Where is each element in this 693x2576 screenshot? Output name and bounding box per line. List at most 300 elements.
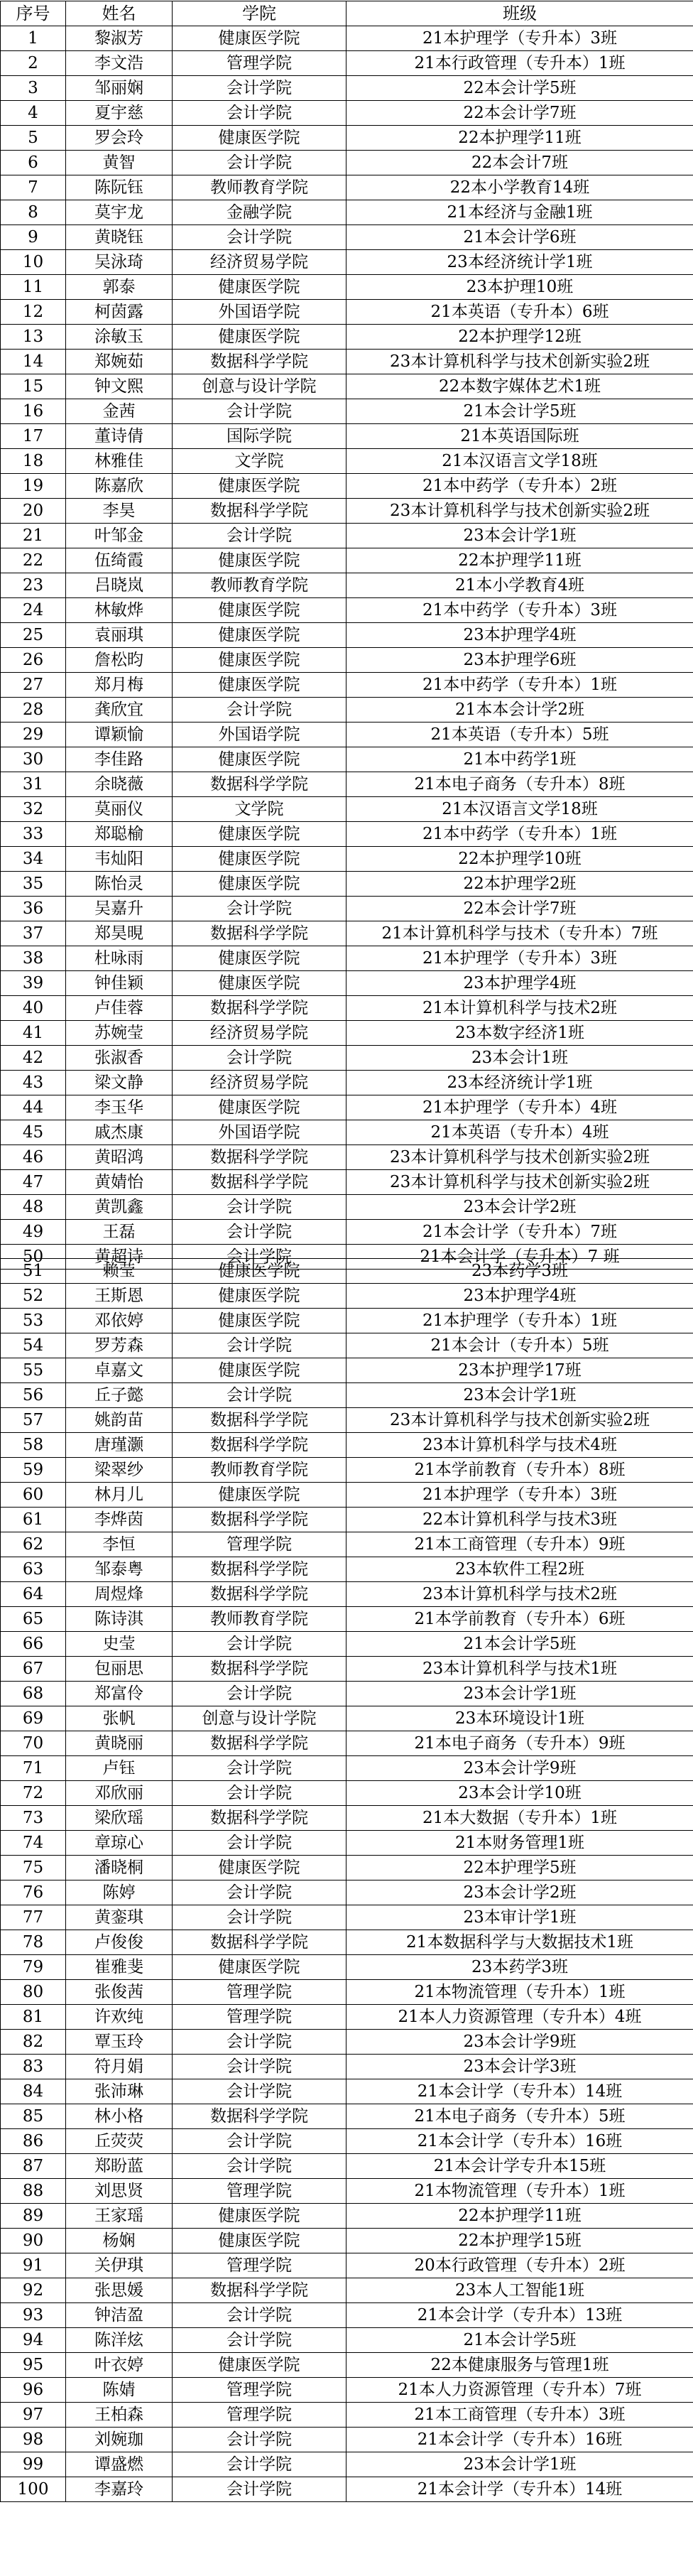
cell-name: 袁丽琪 [66,623,173,648]
cell-class: 21本汉语言文学18班 [346,449,693,474]
cell-college: 国际学院 [173,424,346,449]
cell-college: 会计学院 [173,1383,346,1408]
cell-class: 22本小学教育14班 [346,175,693,200]
cell-college: 管理学院 [173,2253,346,2278]
table-row [1,1483,693,1508]
cell-class: 21本大数据（专升本）1班 [346,1806,693,1831]
table-row [1,1880,693,1905]
cell-college: 会计学院 [173,76,346,101]
cell-class: 21本中药学（专升本）1班 [346,673,693,698]
cell-no: 75 [1,1856,66,1880]
cell-college: 文学院 [173,797,346,822]
table-row [1,1021,693,1046]
cell-college: 管理学院 [173,51,346,76]
cell-class: 21本会计学（专升本）14班 [346,2477,693,2502]
cell-name: 董诗倩 [66,424,173,449]
table-row [1,971,693,996]
cell-no: 17 [1,424,66,449]
table-row [1,1756,693,1781]
cell-class: 21本会计学（专升本）13班 [346,2303,693,2328]
cell-class: 23本护理学17班 [346,1358,693,1383]
table-row [1,76,693,101]
cell-name: 谭盛燃 [66,2452,173,2477]
cell-class: 23本会计学2班 [346,1195,693,1220]
cell-no: 47 [1,1170,66,1195]
cell-college: 会计学院 [173,1046,346,1071]
table-row [1,946,693,971]
cell-college: 健康医学院 [173,673,346,698]
cell-no: 33 [1,822,66,847]
cell-no: 63 [1,1557,66,1582]
table-row [1,2229,693,2253]
cell-name: 叶邹金 [66,524,173,548]
table-row [1,200,693,225]
cell-class: 21本护理学（专升本）3班 [346,1483,693,1508]
cell-class: 21本会计学（专升本）7班 [346,1220,693,1245]
cell-college: 健康医学院 [173,847,346,872]
cell-college: 管理学院 [173,2179,346,2204]
cell-no: 58 [1,1433,66,1458]
cell-name: 林敏烨 [66,598,173,623]
cell-class: 23本计算机科学与技术创新实验2班 [346,1145,693,1170]
cell-college: 创意与设计学院 [173,1706,346,1731]
table-row [1,673,693,698]
cell-no: 81 [1,2005,66,2030]
cell-college: 管理学院 [173,2378,346,2403]
cell-college: 教师教育学院 [173,1607,346,1632]
cell-class: 21本物流管理（专升本）1班 [346,2179,693,2204]
cell-no: 65 [1,1607,66,1632]
cell-name: 杨娴 [66,2229,173,2253]
cell-class: 22本计算机科学与技术3班 [346,1508,693,1532]
cell-class: 22本护理学11班 [346,126,693,151]
student-table-page-2 [0,1258,693,2502]
cell-name: 姚韵苗 [66,1408,173,1433]
table-row [1,1632,693,1657]
cell-class: 23本会计学3班 [346,2055,693,2079]
cell-name: 郑昊晛 [66,921,173,946]
cell-class: 23本会计学1班 [346,2452,693,2477]
cell-name: 莫丽仪 [66,797,173,822]
cell-no: 80 [1,1980,66,2005]
cell-no: 69 [1,1706,66,1731]
cell-class: 23本软件工程2班 [346,1557,693,1582]
cell-name: 金茜 [66,399,173,424]
table-row [1,1259,693,1284]
table-row [1,2079,693,2104]
cell-no: 5 [1,126,66,151]
cell-college: 会计学院 [173,1905,346,1930]
cell-college: 会计学院 [173,2452,346,2477]
cell-no: 25 [1,623,66,648]
cell-class: 21本学前教育（专升本）6班 [346,1607,693,1632]
cell-no: 97 [1,2403,66,2428]
cell-no: 34 [1,847,66,872]
cell-no: 39 [1,971,66,996]
cell-class: 22本护理学10班 [346,847,693,872]
cell-class: 23本会计学9班 [346,2030,693,2055]
cell-no: 26 [1,648,66,673]
cell-class: 21本会计学5班 [346,2328,693,2353]
cell-college: 健康医学院 [173,598,346,623]
table-row [1,1433,693,1458]
cell-no: 100 [1,2477,66,2502]
cell-name: 龚欣宜 [66,698,173,723]
cell-college: 健康医学院 [173,275,346,300]
cell-class: 21本工商管理（专升本）3班 [346,2403,693,2428]
cell-no: 41 [1,1021,66,1046]
cell-no: 16 [1,399,66,424]
table-row [1,2055,693,2079]
cell-college: 会计学院 [173,1333,346,1358]
table-row [1,2303,693,2328]
table-row [1,996,693,1021]
cell-class: 21本计算机科学与技术2班 [346,996,693,1021]
table-row [1,1930,693,1955]
table-row [1,250,693,275]
cell-name: 黄晓丽 [66,1731,173,1756]
cell-college: 健康医学院 [173,1284,346,1309]
cell-college: 健康医学院 [173,1309,346,1333]
cell-name: 陈洋炫 [66,2328,173,2353]
table-row [1,2253,693,2278]
table-row [1,2104,693,2129]
header-college: 学院 [173,1,346,26]
table-row [1,2403,693,2428]
table-row [1,822,693,847]
cell-college: 会计学院 [173,698,346,723]
cell-class: 21本电子商务（专升本）9班 [346,1731,693,1756]
cell-class: 21本会计学（专升本）16班 [346,2428,693,2452]
cell-no: 71 [1,1756,66,1781]
cell-class: 23本计算机科学与技术创新实验2班 [346,499,693,524]
cell-college: 健康医学院 [173,971,346,996]
cell-college: 外国语学院 [173,300,346,325]
cell-name: 刘婉珈 [66,2428,173,2452]
cell-name: 黄銮琪 [66,1905,173,1930]
cell-name: 丘荧荧 [66,2129,173,2154]
cell-college: 健康医学院 [173,474,346,499]
cell-college: 教师教育学院 [173,1458,346,1483]
cell-class: 23本护理学6班 [346,648,693,673]
cell-college: 健康医学院 [173,1095,346,1120]
cell-name: 吴嘉升 [66,897,173,921]
cell-class: 22本会计7班 [346,151,693,175]
cell-no: 90 [1,2229,66,2253]
cell-name: 郑月梅 [66,673,173,698]
cell-name: 黄晓钰 [66,225,173,250]
cell-college: 会计学院 [173,2328,346,2353]
cell-no: 50 [1,1245,66,1270]
cell-college: 外国语学院 [173,723,346,747]
cell-college: 经济贸易学院 [173,250,346,275]
cell-class: 22本护理学11班 [346,2204,693,2229]
cell-no: 70 [1,1731,66,1756]
cell-college: 管理学院 [173,1532,346,1557]
cell-no: 11 [1,275,66,300]
table-row [1,2353,693,2378]
cell-class: 21本经济与金融1班 [346,200,693,225]
cell-class: 21本护理学（专升本）3班 [346,946,693,971]
cell-name: 王家瑶 [66,2204,173,2229]
cell-college: 数据科学学院 [173,1170,346,1195]
cell-class: 22本护理学15班 [346,2229,693,2253]
cell-name: 谭颖愉 [66,723,173,747]
cell-college: 会计学院 [173,2303,346,2328]
table-row [1,1095,693,1120]
cell-name: 詹松昀 [66,648,173,673]
cell-college: 会计学院 [173,1831,346,1856]
cell-name: 王斯恩 [66,1284,173,1309]
cell-no: 51 [1,1259,66,1284]
table-row [1,1309,693,1333]
cell-name: 林小格 [66,2104,173,2129]
cell-name: 张沛琳 [66,2079,173,2104]
cell-class: 21本会计学（专升本）14班 [346,2079,693,2104]
cell-no: 93 [1,2303,66,2328]
table-row [1,499,693,524]
cell-college: 会计学院 [173,225,346,250]
cell-no: 55 [1,1358,66,1383]
cell-class: 21本英语（专升本）5班 [346,723,693,747]
table-row [1,1195,693,1220]
cell-class: 23本会计1班 [346,1046,693,1071]
cell-name: 卢俊俊 [66,1930,173,1955]
table-row [1,275,693,300]
cell-no: 6 [1,151,66,175]
table-row [1,2005,693,2030]
table-row [1,374,693,399]
cell-name: 卢钰 [66,1756,173,1781]
cell-name: 罗芳森 [66,1333,173,1358]
cell-no: 30 [1,747,66,772]
table-row [1,2328,693,2353]
cell-class: 21本汉语言文学18班 [346,797,693,822]
cell-college: 管理学院 [173,1980,346,2005]
table-row [1,2378,693,2403]
cell-name: 杜咏雨 [66,946,173,971]
cell-no: 24 [1,598,66,623]
table-row [1,648,693,673]
table-row [1,1856,693,1880]
cell-no: 59 [1,1458,66,1483]
cell-college: 健康医学院 [173,325,346,350]
cell-class: 21本数据科学与大数据技术1班 [346,1930,693,1955]
table-row [1,2129,693,2154]
cell-class: 21本人力资源管理（专升本）7班 [346,2378,693,2403]
cell-no: 31 [1,772,66,797]
cell-name: 陈婷 [66,1880,173,1905]
cell-no: 77 [1,1905,66,1930]
cell-name: 郑盼蓝 [66,2154,173,2179]
cell-college: 数据科学学院 [173,1557,346,1582]
table-row [1,1955,693,1980]
table-row [1,797,693,822]
cell-no: 7 [1,175,66,200]
cell-name: 吕晓岚 [66,573,173,598]
cell-no: 1 [1,26,66,51]
cell-college: 会计学院 [173,2428,346,2452]
cell-college: 教师教育学院 [173,175,346,200]
cell-name: 崔雅斐 [66,1955,173,1980]
cell-class: 21本本会计学2班 [346,698,693,723]
cell-college: 外国语学院 [173,1120,346,1145]
table-row [1,151,693,175]
table-row [1,2452,693,2477]
cell-name: 李玉华 [66,1095,173,1120]
cell-class: 21本学前教育（专升本）8班 [346,1458,693,1483]
cell-no: 91 [1,2253,66,2278]
cell-class: 21本会计学5班 [346,399,693,424]
cell-name: 郑聪榆 [66,822,173,847]
cell-class: 23本审计学1班 [346,1905,693,1930]
cell-name: 戚杰康 [66,1120,173,1145]
cell-name: 张帆 [66,1706,173,1731]
cell-class: 21本行政管理（专升本）1班 [346,51,693,76]
cell-class: 21本英语（专升本）4班 [346,1120,693,1145]
cell-class: 23本药学3班 [346,1259,693,1284]
cell-no: 35 [1,872,66,897]
cell-name: 王磊 [66,1220,173,1245]
table-row [1,1905,693,1930]
cell-name: 钟洁盈 [66,2303,173,2328]
cell-college: 会计学院 [173,2055,346,2079]
cell-no: 27 [1,673,66,698]
cell-class: 23本会计学1班 [346,1383,693,1408]
cell-no: 89 [1,2204,66,2229]
cell-no: 73 [1,1806,66,1831]
cell-no: 42 [1,1046,66,1071]
table-row [1,51,693,76]
cell-name: 覃玉玲 [66,2030,173,2055]
table-row [1,1731,693,1756]
cell-name: 邹泰粤 [66,1557,173,1582]
cell-class: 22本会计学7班 [346,897,693,921]
cell-class: 23本药学3班 [346,1955,693,1980]
cell-no: 22 [1,548,66,573]
table-row [1,300,693,325]
cell-no: 20 [1,499,66,524]
cell-name: 涂敏玉 [66,325,173,350]
cell-college: 健康医学院 [173,648,346,673]
cell-college: 健康医学院 [173,822,346,847]
table-row [1,2428,693,2452]
cell-class: 23本会计学1班 [346,524,693,548]
cell-class: 21本会计学专升本15班 [346,2154,693,2179]
table-row [1,1508,693,1532]
cell-name: 夏宇慈 [66,101,173,126]
cell-name: 周煜烽 [66,1582,173,1607]
table-row [1,1458,693,1483]
cell-name: 钟佳颖 [66,971,173,996]
cell-college: 文学院 [173,449,346,474]
cell-class: 21本财务管理1班 [346,1831,693,1856]
table-row [1,524,693,548]
cell-name: 卢佳蓉 [66,996,173,1021]
cell-name: 关伊琪 [66,2253,173,2278]
cell-no: 12 [1,300,66,325]
cell-college: 数据科学学院 [173,921,346,946]
cell-class: 21本护理学（专升本）4班 [346,1095,693,1120]
cell-class: 21本中药学（专升本）2班 [346,474,693,499]
cell-name: 潘晓桐 [66,1856,173,1880]
cell-name: 梁欣瑶 [66,1806,173,1831]
table-body-2 [1,1259,693,2502]
cell-no: 88 [1,2179,66,2204]
cell-class: 23本人工智能1班 [346,2278,693,2303]
table-row [1,2030,693,2055]
cell-college: 数据科学学院 [173,1433,346,1458]
cell-no: 15 [1,374,66,399]
cell-no: 21 [1,524,66,548]
table-row [1,1120,693,1145]
table-row [1,2179,693,2204]
table-row [1,1046,693,1071]
table-row [1,698,693,723]
cell-college: 会计学院 [173,897,346,921]
cell-college: 数据科学学院 [173,772,346,797]
cell-college: 数据科学学院 [173,1508,346,1532]
cell-college: 健康医学院 [173,747,346,772]
cell-no: 45 [1,1120,66,1145]
cell-name: 史莹 [66,1632,173,1657]
cell-no: 86 [1,2129,66,2154]
cell-name: 韦灿阳 [66,847,173,872]
cell-class: 22本会计学7班 [346,101,693,126]
cell-class: 23本会计学2班 [346,1880,693,1905]
table-row [1,872,693,897]
cell-name: 张淑香 [66,1046,173,1071]
cell-no: 94 [1,2328,66,2353]
cell-no: 46 [1,1145,66,1170]
cell-class: 22本护理学2班 [346,872,693,897]
cell-name: 林雅佳 [66,449,173,474]
cell-no: 14 [1,350,66,374]
table-row [1,26,693,51]
cell-class: 23本会计学1班 [346,1682,693,1706]
cell-class: 23本会计学9班 [346,1756,693,1781]
cell-no: 2 [1,51,66,76]
cell-college: 健康医学院 [173,2353,346,2378]
table-row [1,1781,693,1806]
cell-class: 22本护理学12班 [346,325,693,350]
cell-college: 管理学院 [173,2005,346,2030]
cell-name: 林月儿 [66,1483,173,1508]
cell-no: 68 [1,1682,66,1706]
cell-name: 黄凯鑫 [66,1195,173,1220]
cell-class: 21本小学教育4班 [346,573,693,598]
table-row [1,101,693,126]
table-row [1,1383,693,1408]
cell-class: 23本经济统计学1班 [346,1071,693,1095]
cell-college: 数据科学学院 [173,1806,346,1831]
cell-college: 健康医学院 [173,946,346,971]
table-row [1,1145,693,1170]
cell-name: 包丽思 [66,1657,173,1682]
cell-name: 李烨茵 [66,1508,173,1532]
cell-no: 36 [1,897,66,921]
cell-name: 李嘉玲 [66,2477,173,2502]
cell-college: 会计学院 [173,1880,346,1905]
table-row [1,847,693,872]
cell-no: 43 [1,1071,66,1095]
cell-class: 23本护理学4班 [346,623,693,648]
header-row [1,1,693,26]
cell-no: 79 [1,1955,66,1980]
cell-no: 96 [1,2378,66,2403]
cell-no: 54 [1,1333,66,1358]
cell-college: 数据科学学院 [173,350,346,374]
